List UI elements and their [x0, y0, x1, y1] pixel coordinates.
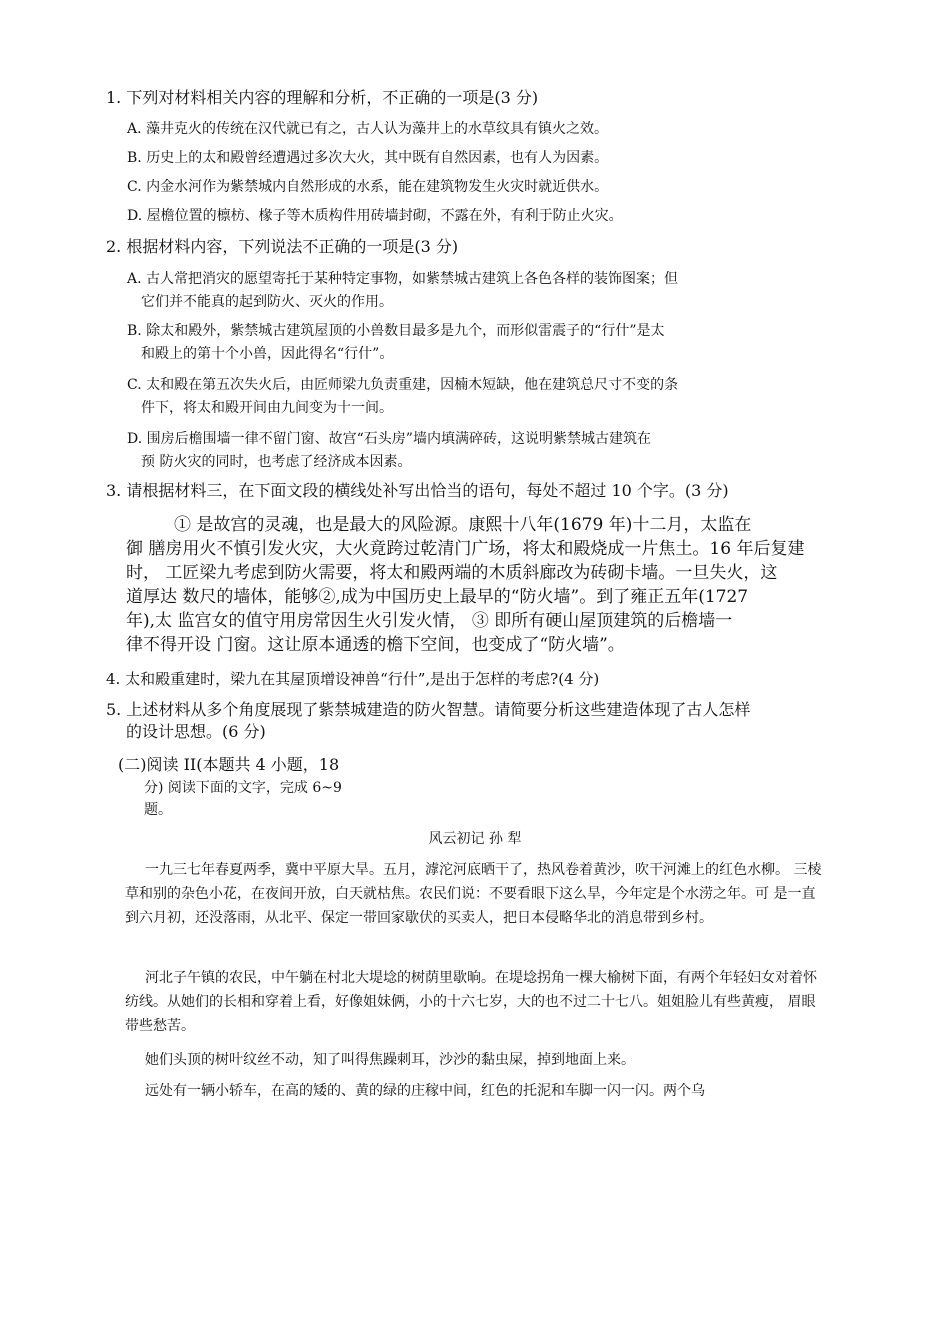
question-3-passage-line-2: 御 膳房用火不慎引发火灾，大火竟跨过乾清门广场，将太和殿烧成一片焦土。16 年后复建	[126, 539, 805, 559]
section-2-heading-line-3: 题。	[144, 802, 172, 818]
story-title: 风云初记 孙 犁	[428, 831, 522, 847]
section-2-heading-line-1: (二)阅读 II(本题共 4 小题，18	[118, 755, 340, 774]
question-3-passage-line-4: 道厚达 数尺的墙体，能够②,成为中国历史上最早的“防火墙”。到了雍正五年(1727	[126, 587, 749, 607]
question-2-option-b	[127, 320, 847, 366]
question-2-option-d-line-1: D. 围房后檐围墙一律不留门窗、故宫“石头房”墙内填满碎砖，这说明紫禁城古建筑在	[127, 431, 651, 447]
story-paragraph-2: 河北子午镇的农民，中午躺在村北大堤埝的树荫里歇晌。在堤埝拐角一棵大榆树下面，有两个年轻妇女对着怀纺线。从她们的长相和穿着上看，好像姐妹俩，小的十六七岁，大的也不过二十七八。姐姐脸儿有些黄瘦， 眉眼带些愁苦。	[125, 970, 817, 1034]
question-3-passage-line-1: ① 是故宫的灵魂，也是最大的风险源。康熙十八年(1679 年)十二月，太监在	[174, 515, 752, 535]
question-2-option-a-line-2: 它们并不能真的起到防火、灭火的作用。	[141, 294, 393, 310]
question-3-passage-line-6: 律不得开设 门窗。这让原本通透的檐下空间，也变成了“防火墙”。	[126, 635, 625, 655]
question-1-option-c: C. 内金水河作为紫禁城内自然形成的水系，能在建筑物发生火灾时就近供水。	[127, 179, 609, 195]
question-3-passage-line-5: 年),太 监宫女的值守用房常因生火引发火情， ③ 即所有硬山屋顶建筑的后檐墙一	[126, 611, 733, 631]
story-paragraph-3: 她们头顶的树叶纹丝不动，知了叫得焦躁刺耳，沙沙的黏虫屎，掉到地面上来。	[145, 1052, 635, 1068]
question-2-option-c	[127, 374, 847, 420]
question-3-passage	[126, 513, 804, 657]
question-1-option-d: D. 屋檐位置的檩枋、椽子等木质构件用砖墙封砌，不露在外，有利于防止火灾。	[127, 208, 623, 224]
question-2-option-c-line-2: 件下，将太和殿开间由九间变为十一间。	[141, 400, 393, 416]
question-2-option-d	[127, 428, 847, 474]
section-2-heading-line-2: 分) 阅读下面的文字，完成 6~9	[144, 780, 342, 796]
story-paragraph-1: 一九三七年春夏两季，冀中平原大旱。五月，滹沱河底晒干了，热风卷着黄沙，吹干河滩上的红色水柳。 三棱草和别的杂色小花，在夜间开放，白天就枯焦。农民们说：不要看眼下这么旱，今年定是个水涝之年。可 是一直到六月初，还没落雨，从北平、保定一带回家歇伏的买卖人，把日本侵略华北的消息带到乡村。	[125, 862, 822, 926]
question-3-passage-line-3: 时， 工匠梁九考虑到防火需要，将太和殿两端的木质斜廊改为砖砌卡墙。一旦失火，这	[126, 563, 778, 583]
question-5-line-2: 的设计思想。(6 分)	[126, 722, 266, 741]
question-4-stem: 4. 太和殿重建时，梁九在其屋顶增设神兽“行什”,是出于怎样的考虑?(4 分)	[106, 670, 600, 688]
story-paragraph-4: 远处有一辆小轿车，在高的矮的、黄的绿的庄稼中间，红色的托泥和车脚一闪一闪。两个乌	[145, 1083, 705, 1099]
question-2-option-b-line-2: 和殿上的第十个小兽，因此得名“行什”。	[141, 346, 394, 362]
question-2-option-b-line-1: B. 除太和殿外，紫禁城古建筑屋顶的小兽数目最多是九个，而形似雷震子的“行什”是太	[127, 323, 665, 339]
question-2-option-a-line-1: A. 古人常把消灾的愿望寄托于某种特定事物，如紫禁城古建筑上各色各样的装饰图案；但	[127, 271, 679, 287]
question-1-option-a: A. 藻井克火的传统在汉代就已有之，古人认为藻井上的水草纹具有镇火之效。	[127, 121, 609, 137]
question-2-option-a	[127, 268, 847, 314]
question-3-stem: 3. 请根据材料三，在下面文段的横线处补写出恰当的语句，每处不超过 10 个字。(3 分)	[106, 481, 729, 500]
question-5-line-1: 5. 上述材料从多个角度展现了紫禁城建造的防火智慧。请简要分析这些建造体现了古人怎样	[106, 700, 751, 719]
question-2-option-c-line-1: C. 太和殿在第五次失火后，由匠师梁九负责重建，因楠木短缺，他在建筑总尺寸不变的条	[127, 377, 679, 393]
question-2-option-d-line-2: 预 防火灾的同时，也考虑了经济成本因素。	[141, 454, 412, 470]
question-1-stem: 1. 下列对材料相关内容的理解和分析，不正确的一项是(3 分)	[106, 88, 539, 107]
question-1-option-b: B. 历史上的太和殿曾经遭遇过多次大火，其中既有自然因素，也有人为因素。	[127, 150, 609, 166]
question-2-stem: 2. 根据材料内容，下列说法不正确的一项是(3 分)	[106, 237, 459, 256]
